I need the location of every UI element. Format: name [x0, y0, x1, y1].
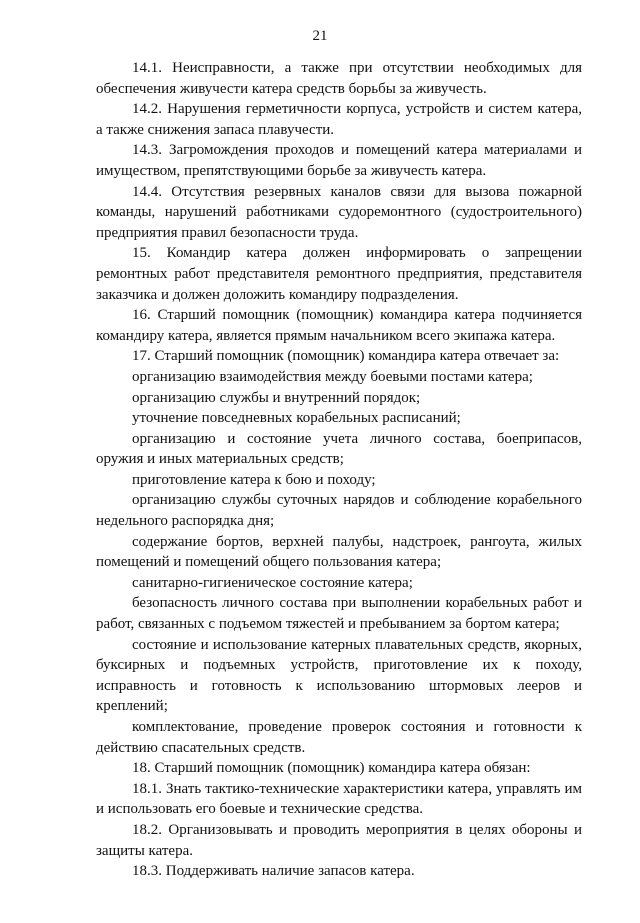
document-body [96, 58, 582, 882]
list-item: содержание бортов, верхней палубы, надстроек, рангоута, жилых помещений и помещений общего пользования катера; [96, 533, 582, 571]
paragraph-17: 17. Старший помощник (помощник) командира катера отвечает за: [132, 348, 560, 365]
paragraph-16: 16. Старший помощник (помощник) командира катера подчиняется командиру катера, является прямым начальником всего экипажа катера. [96, 307, 582, 344]
list-item: организацию взаимодействия между боевыми постами катера; [132, 368, 533, 385]
list-item: организацию службы суточных нарядов и соблюдение корабельного недельного распорядка дня; [96, 492, 582, 530]
paragraph-14-2: 14.2. Нарушения герметичности корпуса, устройств и систем катера, а также снижения запаса плавучести. [96, 101, 582, 138]
list-item: уточнение повседневных корабельных расписаний; [132, 410, 461, 427]
list-item: санитарно-гигиеническое состояние катера; [132, 574, 413, 591]
list-item: комплектование, проведение проверок состояния и готовности к действию спасательных средств. [96, 719, 582, 756]
paragraph-14-4: 14.4. Отсутствия резервных каналов связи для вызова пожарной команды, нарушений работниками судоремонтного (судостроительного) предприятия правил безопасности труда. [96, 183, 582, 241]
list-item: приготовление катера к бою и походу; [132, 471, 376, 488]
paragraph-14-3: 14.3. Загромождения проходов и помещений катера материалами и имуществом, препятствующими борьбе за живучесть катера. [96, 142, 582, 179]
paragraph-14-1: 14.1. Неисправности, а также при отсутствии необходимых для обеспечения живучести катера средств борьбы за живучесть. [96, 60, 582, 97]
paragraph-18-2: 18.2. Организовывать и проводить мероприятия в целях обороны и защиты катера. [96, 821, 582, 859]
paragraph-18-3: 18.3. Поддерживать наличие запасов катера. [132, 863, 415, 880]
page-number: 21 [312, 28, 328, 44]
list-item: организацию и состояние учета личного состава, боеприпасов, оружия и иных материальных средств; [96, 430, 582, 468]
paragraph-18: 18. Старший помощник (помощник) командира катера обязан: [132, 760, 531, 777]
list-item: безопасность личного состава при выполнении корабельных работ и работ, связанных с подъемом тяжестей и пребыванием за бортом катера; [96, 595, 582, 633]
paragraph-15: 15. Командир катера должен информировать о запрещении ремонтных работ представителя ремонтного предприятия, представителя заказчика и должен доложить командиру подразделения. [96, 245, 582, 303]
list-item: организацию службы и внутренний порядок; [132, 389, 421, 406]
list-item: состояние и использование катерных плавательных средств, якорных, буксирных и подъемных устройств, приготовление их к походу, исправность и готовность к использованию штормовых лееров и креплений; [96, 636, 582, 715]
paragraph-18-1: 18.1. Знать тактико-технические характеристики катера, управлять им и использовать его боевые и технические средства. [96, 780, 582, 818]
